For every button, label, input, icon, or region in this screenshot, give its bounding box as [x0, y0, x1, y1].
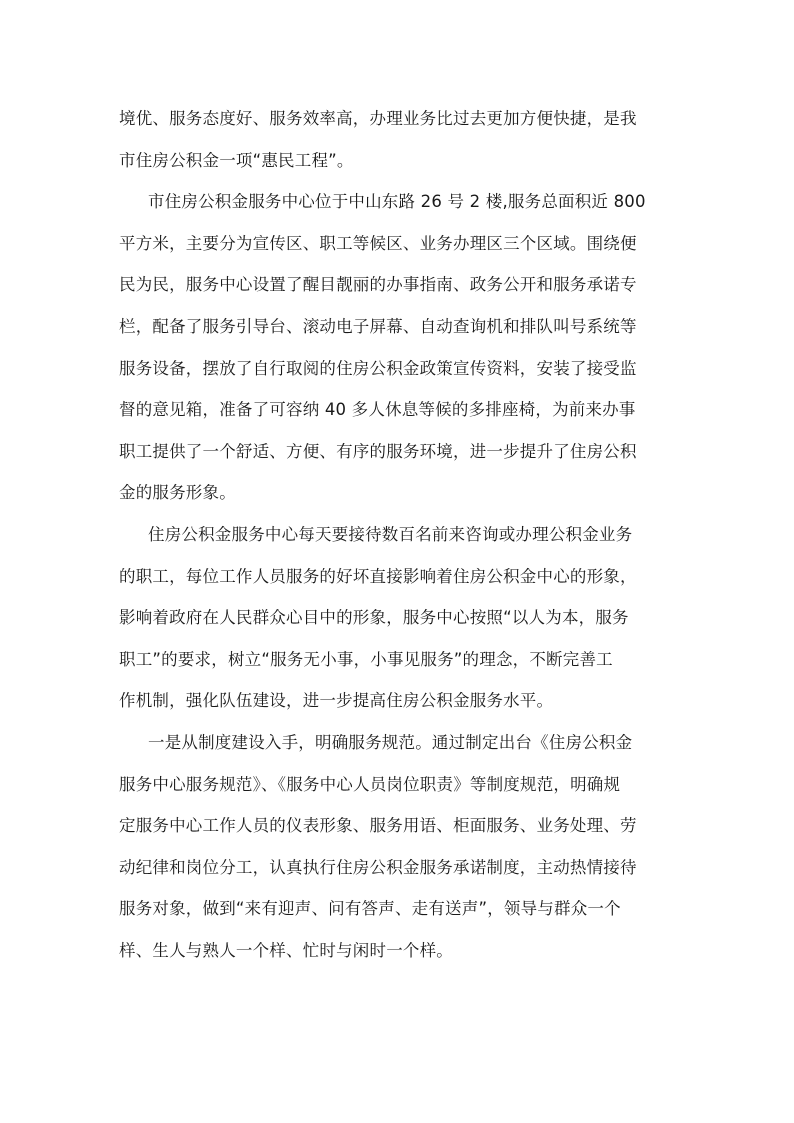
- paragraph-line: 栏，配备了服务引导台、滚动电子屏幕、自动查询机和排队叫号系统等: [119, 316, 637, 336]
- paragraph-line: 市住房公积金一项“惠民工程”。: [119, 150, 354, 170]
- paragraph-line: 市住房公积金服务中心位于中山东路 26 号 2 楼,服务总面积近 800: [148, 192, 646, 212]
- paragraph-line: 金的服务形象。: [119, 483, 236, 503]
- paragraph-line: 定服务中心工作人员的仪表形象、服务用语、柜面服务、业务处理、劳: [119, 816, 637, 836]
- document-body: [119, 98, 675, 971]
- paragraph-line: 服务对象，做到“来有迎声、问有答声、走有送声”，领导与群众一个: [119, 899, 621, 919]
- paragraph-line: 动纪律和岗位分工，认真执行住房公积金服务承诺制度，主动热情接待: [119, 857, 637, 877]
- paragraph-2: [119, 181, 675, 514]
- paragraph-line: 影响着政府在人民群众心目中的形象，服务中心按照“以人为本，服务: [119, 608, 629, 628]
- paragraph-line: 作机制，强化队伍建设，进一步提高住房公积金服务水平。: [119, 691, 554, 711]
- paragraph-line: 平方米，主要分为宣传区、职工等候区、业务办理区三个区域。围绕便: [119, 233, 637, 253]
- paragraph-1: [119, 98, 675, 181]
- paragraph-line: 督的意见箱，准备了可容纳 40 多人休息等候的多排座椅，为前来办事: [119, 400, 636, 420]
- paragraph-line: 职工”的要求，树立“服务无小事，小事见服务”的理念，不断完善工: [119, 649, 613, 669]
- paragraph-line: 服务中心服务规范》、《服务中心人员岗位职责》等制度规范，明确规: [119, 774, 621, 794]
- paragraph-3: [119, 514, 675, 722]
- paragraph-line: 境优、服务态度好、服务效率高，办理业务比过去更加方便快捷，是我: [119, 109, 637, 128]
- paragraph-line: 民为民，服务中心设置了醒目靓丽的办事指南、政务公开和服务承诺专: [119, 275, 637, 295]
- paragraph-line: 住房公积金服务中心每天要接待数百名前来咨询或办理公积金业务: [148, 524, 633, 544]
- paragraph-line: 服务设备，摆放了自行取阅的住房公积金政策宣传资料，安装了接受监: [119, 358, 637, 378]
- paragraph-line: 的职工，每位工作人员服务的好坏直接影响着住房公积金中心的形象，: [119, 566, 637, 586]
- paragraph-line: 样、生人与熟人一个样、忙时与闲时一个样。: [119, 940, 453, 960]
- paragraph-line: 职工提供了一个舒适、方便、有序的服务环境，进一步提升了住房公积: [119, 441, 637, 461]
- paragraph-line: 一是从制度建设入手，明确服务规范。通过制定出台《住房公积金: [148, 732, 633, 752]
- paragraph-4: [119, 722, 675, 972]
